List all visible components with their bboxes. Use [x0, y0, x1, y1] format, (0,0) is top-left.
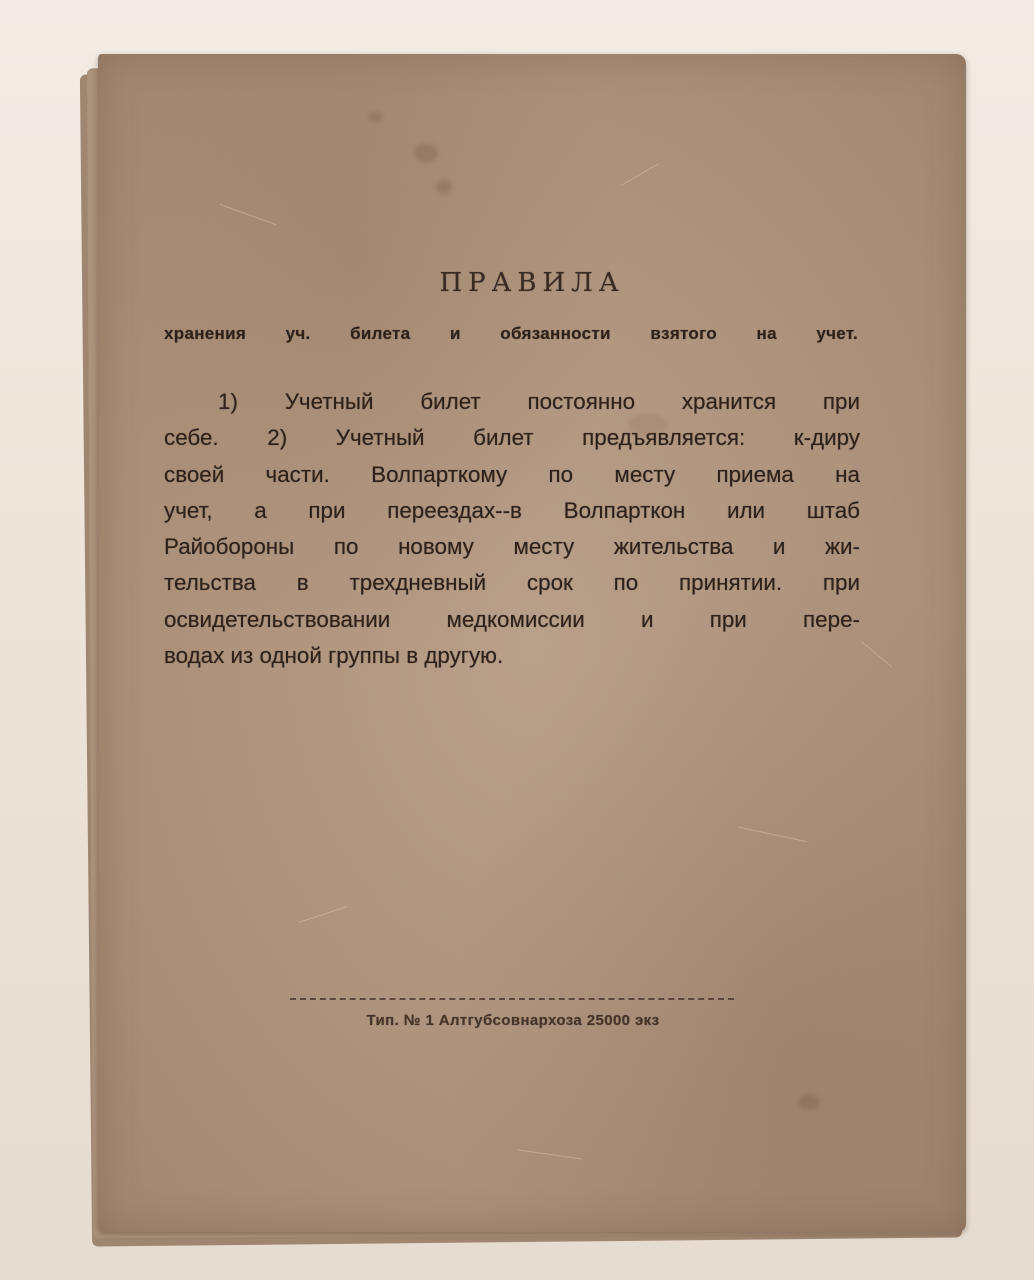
paper-stain — [436, 180, 452, 194]
divider-rule — [290, 998, 734, 1000]
paper-fiber — [220, 204, 277, 225]
paper-stain — [368, 112, 382, 122]
body-line: своей части. Волпарткому по месту приема на — [164, 461, 860, 487]
body-line: 1) Учетный билет постоянно хранится при — [218, 389, 860, 414]
document-title: ПРАВИЛА — [439, 268, 625, 298]
paper-stain — [798, 1094, 820, 1110]
paper-fiber — [518, 1150, 582, 1160]
paper-fiber — [621, 163, 660, 186]
paper-stain — [414, 144, 438, 162]
printer-imprint: Тип. № 1 Алтгубсовнархоза 25000 экз — [366, 1012, 660, 1029]
body-line: себе. 2) Учетный билет предъявляется: к-диру — [164, 425, 860, 451]
body-line: водах из одной группы в другую. — [164, 643, 504, 669]
paper-fiber — [862, 642, 892, 667]
body-line: учет, а при переездах--в Волпарткон или штаб — [164, 497, 860, 523]
paper-fiber — [299, 906, 347, 922]
document-page — [98, 54, 966, 1232]
paper-fiber — [739, 827, 808, 843]
body-line: освидетельствовании медкомиссии и при пере- — [164, 606, 860, 632]
document-body — [164, 384, 860, 674]
document-subtitle: хранения уч. билета и обязанности взятого на учет. — [164, 324, 858, 343]
body-line: тельства в трехдневный срок по принятии. при — [164, 570, 860, 596]
body-line: Райобороны по новому месту жительства и жи- — [164, 534, 860, 560]
